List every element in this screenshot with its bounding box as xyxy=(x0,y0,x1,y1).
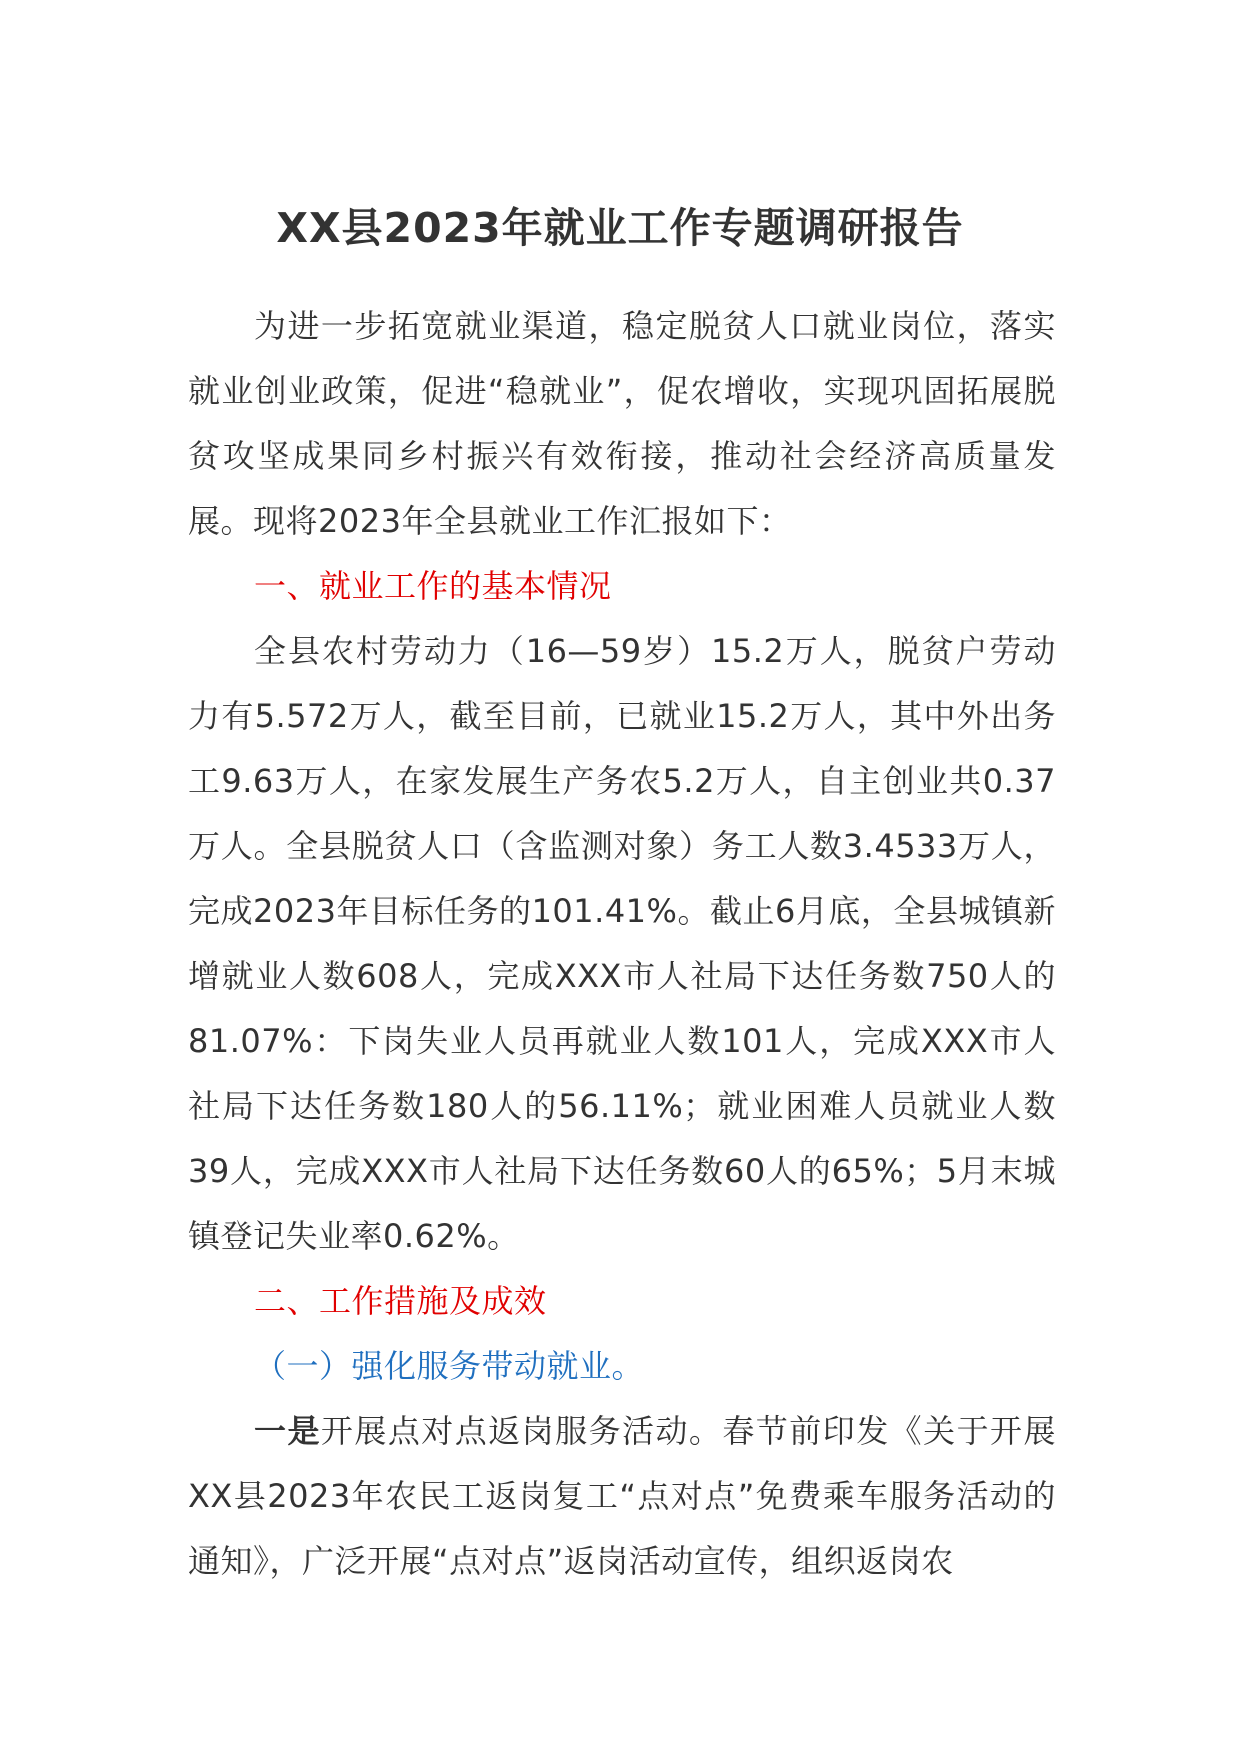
point-one-paragraph xyxy=(188,1399,1056,1594)
section-heading-basic-situation: 一、就业工作的基本情况 xyxy=(254,567,612,605)
subsection-heading-service: （一）强化服务带动就业。 xyxy=(254,1347,645,1385)
section-heading-measures: 二、工作措施及成效 xyxy=(254,1282,547,1320)
intro-paragraph: 为进一步拓宽就业渠道，稳定脱贫人口就业岗位，落实就业创业政策，促进“稳就业”，促农增收，实现巩固拓展脱贫攻坚成果同乡村振兴有效衔接，推动社会经济高质量发展。现将2023年全县就业工作汇报如下： xyxy=(188,307,1056,540)
point-one-text: 开展点对点返岗服务活动。春节前印发《关于开展XX县2023年农民工返岗复工“点对点”免费乘车服务活动的通知》，广泛开展“点对点”返岗活动宣传，组织返岗农 xyxy=(188,1412,1056,1580)
document-title: XX县2023年就业工作专题调研报告 xyxy=(276,204,964,252)
point-one-lead: 一是 xyxy=(254,1412,321,1450)
document-body xyxy=(188,294,1056,1594)
basic-situation-paragraph: 全县农村劳动力（16—59岁）15.2万人，脱贫户劳动力有5.572万人，截至目前，已就业15.2万人，其中外出务工9.63万人，在家发展生产务农5.2万人，自主创业共0.37万人。全县脱贫人口（含监测对象）务工人数3.4533万人，完成2023年目标任务的101.41%。截止6月底，全县城镇新增就业人数608人，完成XXX市人社局下达任务数750人的81.07%：下岗失业人员再就业人数101人，完成XXX市人社局下达任务数180人的56.11%；就业困难人员就业人数39人，完成XXX市人社局下达任务数60人的65%；5月末城镇登记失业率0.62%。 xyxy=(188,632,1056,1255)
